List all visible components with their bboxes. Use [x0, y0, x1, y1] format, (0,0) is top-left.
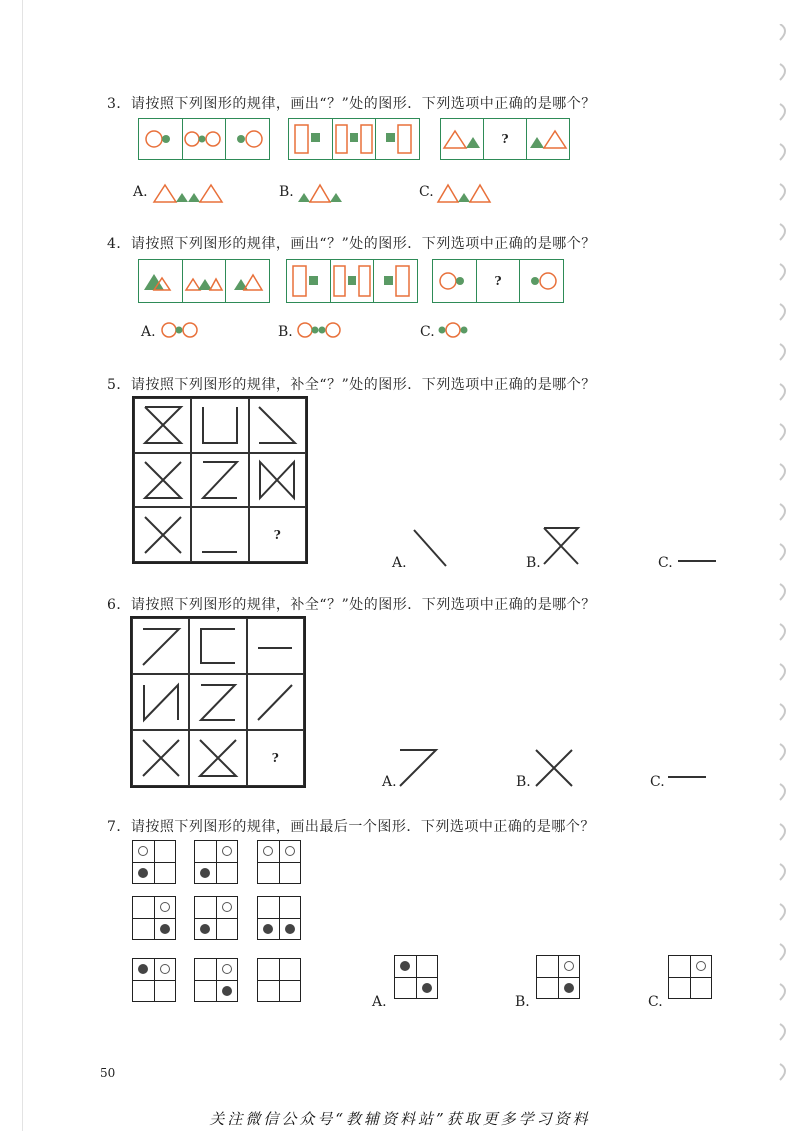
q6-question-cell: [247, 730, 304, 786]
q6-cell-3: [247, 618, 304, 674]
filled-dot: [285, 924, 295, 934]
q6-cell-2: [189, 618, 246, 674]
filled-dot: [422, 983, 432, 993]
q3-option-c-figure: [436, 181, 496, 205]
q3-rects-cell-3: [376, 119, 419, 159]
filled-dot: [222, 986, 232, 996]
q5-text: 5．请按照下列图形的规律，补全“？”处的图形．下列选项中正确的是哪个？: [107, 377, 596, 393]
filled-dot: [138, 868, 148, 878]
open-dot: [160, 964, 170, 974]
q4-strip-rects: [286, 259, 418, 303]
open-dot: [222, 846, 232, 856]
q3-option-b-figure: [296, 181, 352, 205]
q6-cell-6: [247, 674, 304, 730]
q7-grid-r3c1: [132, 958, 176, 1002]
q5-grid: [132, 396, 308, 564]
q3-question-cell: [484, 119, 527, 159]
q4-circles-cell-3: [520, 260, 563, 302]
q5-option-b-label[interactable]: B.: [526, 555, 541, 571]
q4-strip-triangles: [138, 259, 270, 303]
q3-rects-cell-1: [289, 119, 333, 159]
q7-option-b-figure: [536, 955, 580, 999]
q5-option-a-label[interactable]: A.: [392, 555, 407, 571]
q4-text: 4．请按照下列图形的规律，画出“？”处的图形．下列选项中正确的是哪个？: [107, 236, 596, 252]
q4-circles-cell-1: [433, 260, 477, 302]
open-dot: [160, 902, 170, 912]
q3-question-mark: ?: [501, 132, 509, 146]
q5-option-a-figure: [410, 526, 450, 570]
q6-question-mark: ?: [271, 751, 279, 765]
q6-option-c-label[interactable]: C.: [650, 774, 665, 790]
q4-rects-cell-2: [331, 260, 375, 302]
q4-option-b-label[interactable]: B.: [278, 324, 293, 340]
q5-cell-1: [134, 398, 191, 453]
q6-text: 6．请按照下列图形的规律，补全“？”处的图形．下列选项中正确的是哪个？: [107, 597, 596, 613]
q6-option-b-label[interactable]: B.: [516, 774, 531, 790]
q5-cell-6: [249, 453, 306, 508]
q4-triangles-cell-3: [226, 260, 269, 302]
q3-strip-triangles: [440, 118, 570, 160]
q3-circles-cell-3: [226, 119, 269, 159]
q5-cell-4: [134, 453, 191, 508]
q7-grid-r1c3: [257, 840, 301, 884]
q4-question-mark: ?: [494, 274, 502, 288]
q7-grid-r1c1: [132, 840, 176, 884]
q7-option-c-figure: [668, 955, 712, 999]
page-edge: [22, 0, 23, 1131]
q7-text: 7．请按照下列图形的规律，画出最后一个图形．下列选项中正确的是哪个？: [107, 819, 595, 835]
filled-dot: [160, 924, 170, 934]
q6-cell-7: [132, 730, 189, 786]
filled-dot: [564, 983, 574, 993]
q5-cell-8: [191, 507, 248, 562]
open-dot: [263, 846, 273, 856]
q4-option-a-label[interactable]: A.: [141, 324, 156, 340]
q6-option-c-figure: [666, 772, 708, 782]
q4-triangles-cell-2: [183, 260, 227, 302]
open-dot: [222, 964, 232, 974]
q3-option-b-label[interactable]: B.: [279, 184, 294, 200]
open-dot: [138, 846, 148, 856]
q7-grid-r2c3: [257, 896, 301, 940]
q7-option-a-label[interactable]: A.: [372, 994, 387, 1010]
q3-circles-cell-1: [139, 119, 183, 159]
q5-cell-7: [134, 507, 191, 562]
q3-triangles-cell-1: [441, 119, 484, 159]
footer-note: 关注微信公众号“教辅资料站”获取更多学习资料: [209, 1110, 591, 1128]
q7-grid-r2c2: [194, 896, 238, 940]
q5-option-b-figure: [540, 524, 582, 568]
q7-option-b-label[interactable]: B.: [515, 994, 530, 1010]
q6-cell-8: [189, 730, 246, 786]
q5-question-cell: [249, 507, 306, 562]
open-dot: [285, 846, 295, 856]
q4-question-cell: [477, 260, 521, 302]
q6-cell-5: [189, 674, 246, 730]
filled-dot: [138, 964, 148, 974]
q6-option-a-label[interactable]: A.: [382, 774, 397, 790]
q4-option-b-figure: [296, 318, 348, 342]
q4-option-c-figure: [436, 318, 476, 342]
q3-rects-cell-2: [333, 119, 377, 159]
q4-option-a-figure: [160, 318, 202, 342]
q5-option-c-figure: [676, 556, 718, 566]
filled-dot: [263, 924, 273, 934]
q4-strip-circles: [432, 259, 564, 303]
q4-triangles-cell-1: [139, 260, 183, 302]
q5-question-mark: ?: [273, 527, 281, 542]
q6-cell-4: [132, 674, 189, 730]
q6-option-b-figure: [532, 746, 576, 790]
q6-cell-1: [132, 618, 189, 674]
q7-grid-r3c3-blank: [257, 958, 301, 1002]
q6-option-a-figure: [396, 746, 440, 790]
filled-dot: [400, 961, 410, 971]
q4-rects-cell-3: [374, 260, 417, 302]
spiral-binding: [774, 24, 796, 1104]
open-dot: [564, 961, 574, 971]
filled-dot: [200, 868, 210, 878]
q7-option-c-label[interactable]: C.: [648, 994, 663, 1010]
q3-text: 3．请按照下列图形的规律，画出“？”处的图形．下列选项中正确的是哪个？: [107, 96, 596, 112]
q3-strip-circles: [138, 118, 270, 160]
q3-strip-rects: [288, 118, 420, 160]
q7-option-a-figure: [394, 955, 438, 999]
q3-option-a-label[interactable]: A.: [133, 184, 148, 200]
open-dot: [222, 902, 232, 912]
q7-grid-r1c2: [194, 840, 238, 884]
q5-cell-5: [191, 453, 248, 508]
q7-grid-r2c1: [132, 896, 176, 940]
q5-option-c-label[interactable]: C.: [658, 555, 673, 571]
q3-triangles-cell-3: [527, 119, 569, 159]
q6-grid: [130, 616, 306, 788]
q7-grid-r3c2: [194, 958, 238, 1002]
q3-option-c-label[interactable]: C.: [419, 184, 434, 200]
q5-cell-2: [191, 398, 248, 453]
q3-option-a-figure: [152, 181, 224, 205]
q4-option-c-label[interactable]: C.: [420, 324, 435, 340]
q4-rects-cell-1: [287, 260, 331, 302]
open-dot: [696, 961, 706, 971]
q5-cell-3: [249, 398, 306, 453]
filled-dot: [200, 924, 210, 934]
page-number: 50: [100, 1066, 116, 1080]
q3-circles-cell-2: [183, 119, 227, 159]
